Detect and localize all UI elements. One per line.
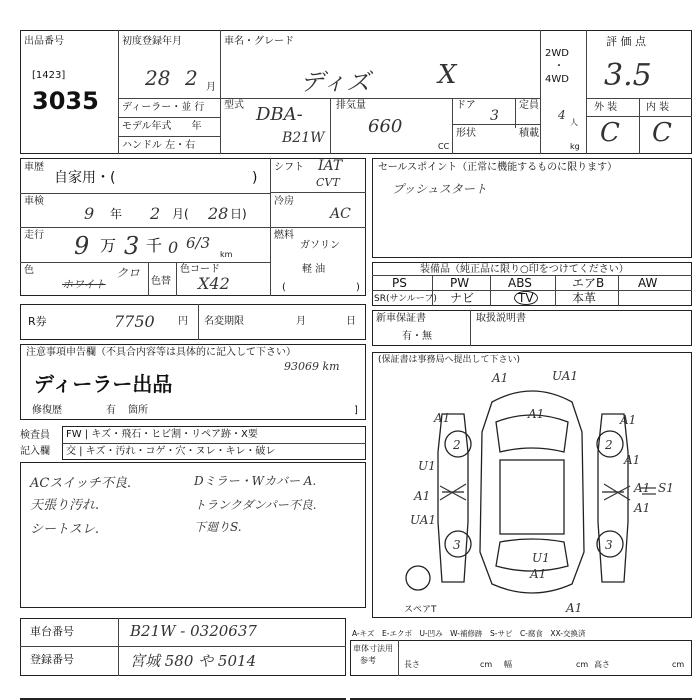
shift-value: IAT bbox=[318, 158, 343, 174]
inspector-row2: 交 | キズ・汚れ・コゲ・穴・ヌレ・キレ・破レ bbox=[66, 446, 276, 457]
interior-label: 内 装 bbox=[646, 102, 670, 113]
inspection-year-unit: 年 bbox=[110, 207, 123, 221]
ac-label: 冷房 bbox=[274, 196, 294, 207]
history-close: ) bbox=[252, 170, 258, 186]
equip-airbag: エアB bbox=[572, 276, 605, 290]
reg-label: 登録番号 bbox=[30, 653, 74, 666]
mark-3-right: 3 bbox=[605, 538, 613, 552]
dim-label1: 車体寸法用 bbox=[353, 644, 393, 653]
load-unit: kg bbox=[570, 142, 580, 151]
capacity-value: 4 bbox=[558, 108, 566, 122]
mark-2-right: 2 bbox=[605, 438, 613, 452]
inspector-label2: 記入欄 bbox=[20, 446, 50, 457]
type-label: 型式 bbox=[224, 100, 244, 111]
drive-dot: ・ bbox=[554, 61, 564, 72]
mark-a1-right-front: A1 bbox=[620, 413, 637, 427]
doors-value: 3 bbox=[490, 108, 499, 124]
history-value: 自家用・( bbox=[54, 170, 116, 186]
recycle-value: 7750 bbox=[114, 312, 155, 331]
mark-ua1-left: UA1 bbox=[410, 513, 437, 527]
equip-abs: ABS bbox=[508, 276, 532, 290]
mileage-label: 走行 bbox=[24, 230, 44, 241]
recycle-frame bbox=[20, 304, 366, 340]
load-label: 積載 bbox=[519, 128, 539, 139]
inspector-line-1: ACスイッチ不良. bbox=[30, 476, 131, 491]
type-value: DBA- bbox=[256, 104, 303, 125]
chassis-value: B21W - 0320637 bbox=[130, 622, 257, 640]
mileage-rest: 0 bbox=[168, 238, 179, 257]
mark-3-left: 3 bbox=[453, 538, 461, 552]
notes-close: ] bbox=[354, 405, 358, 416]
mark-a1-right-lower: A1 bbox=[634, 501, 651, 515]
color-label: 色 bbox=[24, 265, 34, 276]
mark-a1-right-low: A1 bbox=[634, 481, 651, 495]
ac-value: AC bbox=[330, 206, 351, 222]
shift-label: シフト bbox=[274, 162, 304, 173]
inspector-line-3: シートスレ. bbox=[30, 522, 100, 537]
mileage-tenthousand: 9 bbox=[74, 232, 90, 260]
fuel-diesel: 軽 油 bbox=[302, 264, 326, 275]
inspection-month: 2 bbox=[150, 204, 161, 223]
sales-point-value: プッシュスタート bbox=[392, 182, 487, 196]
fuel-paren-close: ) bbox=[356, 282, 360, 293]
inspector-line-5: トランクダンパー不良. bbox=[194, 498, 317, 512]
score-label: 評 価 点 bbox=[606, 35, 646, 48]
mark-ua1-top-right: UA1 bbox=[552, 369, 579, 383]
reg-value: 宮城 580 や 5014 bbox=[130, 652, 257, 670]
shape-label: 形状 bbox=[456, 128, 476, 139]
dealer-stamp: ディーラー出品 bbox=[34, 372, 173, 396]
inspection-month-unit: 月( bbox=[172, 207, 189, 221]
color-count-label: 色替 bbox=[151, 276, 171, 287]
mileage-unit: km bbox=[220, 250, 233, 259]
inspection-day-unit: 日) bbox=[230, 207, 247, 221]
recycle-unit: 円 bbox=[178, 316, 188, 327]
equip-navi: ナビ bbox=[450, 291, 475, 305]
interior-grade: C bbox=[652, 118, 672, 148]
equip-pw: PW bbox=[450, 276, 470, 290]
shift-sub: CVT bbox=[316, 176, 340, 189]
displacement-label: 排気量 bbox=[336, 100, 366, 111]
displacement-value: 660 bbox=[368, 116, 403, 137]
fuel-gasoline: ガソリン bbox=[300, 240, 340, 251]
inspector-line-4: Dミラー・Wカバー A. bbox=[194, 474, 317, 488]
repair-paren: 箇所 bbox=[128, 405, 148, 416]
mark-2-left: 2 bbox=[453, 438, 461, 452]
dim-height-unit: cm bbox=[672, 660, 685, 669]
mileage-thousand: 3 bbox=[124, 232, 140, 260]
model-label: 車名・グレード bbox=[224, 36, 294, 47]
warranty-value: 有・無 bbox=[402, 331, 432, 342]
exterior-label: 外 装 bbox=[594, 102, 618, 113]
first-reg-year: 28 bbox=[145, 66, 171, 90]
mileage-man-unit: 万 bbox=[100, 236, 117, 255]
type-value2: B21W bbox=[282, 130, 325, 146]
manual-label: 取扱説明書 bbox=[476, 313, 526, 324]
model-name: ディズ bbox=[300, 68, 371, 96]
spare-tire-label: スペアT bbox=[404, 605, 437, 615]
mileage-rest-hw: 6/3 bbox=[186, 234, 211, 252]
mark-a1-right-mid: A1 bbox=[624, 453, 641, 467]
deadline-day-unit: 日 bbox=[346, 316, 356, 327]
mark-a1-left-mid: A1 bbox=[414, 489, 431, 503]
score-value: 3.5 bbox=[604, 58, 652, 93]
inspection-year: 9 bbox=[84, 204, 95, 223]
first-reg-month: 2 bbox=[185, 66, 198, 90]
damage-legend: A-キズ E-エクボ U-凹み W-補修跡 S-サビ C-腐食 XX-交換済 bbox=[352, 629, 586, 638]
deadline-label: 名変期限 bbox=[204, 316, 244, 327]
mark-a1-top-left: A1 bbox=[492, 371, 509, 385]
dimension-frame bbox=[350, 640, 692, 676]
inspector-label1: 検査員 bbox=[20, 430, 50, 441]
equipment-label: 装備品（純正品に限り○印をつけてください） bbox=[420, 264, 629, 275]
drive-4wd: 4WD bbox=[545, 74, 569, 85]
inspector-row1: FW | キズ・飛石・ヒビ割・リペア跡・X要 bbox=[66, 429, 258, 440]
lot-number: 3035 bbox=[32, 87, 99, 115]
recycle-label: R券 bbox=[28, 315, 47, 328]
fuel-paren-open: ( bbox=[282, 282, 286, 293]
car-diagram bbox=[372, 352, 692, 618]
deadline-month-unit: 月 bbox=[296, 316, 306, 327]
mark-u1-rear: U1 bbox=[532, 551, 550, 565]
dealer-label: ディーラー・並 行 bbox=[122, 102, 205, 113]
color-code-label: 色コード bbox=[180, 264, 220, 275]
displacement-unit: CC bbox=[438, 142, 450, 151]
lot-small: [1423] bbox=[32, 70, 66, 81]
mark-a1-rear: A1 bbox=[530, 567, 547, 581]
model-grade: X bbox=[438, 60, 457, 90]
dim-length-unit: cm bbox=[480, 660, 493, 669]
dim-label2: 参考 bbox=[360, 656, 376, 665]
repair-label: 修復歴 bbox=[32, 405, 62, 416]
handle-label: ハンドル 左・右 bbox=[122, 140, 196, 151]
model-year-label: モデル年式 年 bbox=[122, 121, 202, 132]
sales-point-label: セールスポイント（正常に機能するものに限ります） bbox=[378, 162, 618, 173]
doors-label: ドア bbox=[456, 100, 476, 111]
chassis-label: 車台番号 bbox=[30, 625, 74, 638]
equip-sr: SR(サンルーフ) bbox=[374, 294, 437, 304]
fuel-label: 燃料 bbox=[274, 230, 294, 241]
exterior-grade: C bbox=[600, 118, 620, 148]
repair-value: 有 bbox=[106, 405, 116, 416]
drive-2wd: 2WD bbox=[545, 48, 569, 59]
notes-label: 注意事項申告欄（不具合内容等は具体的に記入して下さい） bbox=[26, 347, 296, 358]
capacity-label: 定員 bbox=[519, 100, 539, 111]
first-reg-label: 初度登録年月 bbox=[122, 36, 182, 47]
color-value: クロ bbox=[116, 266, 141, 280]
dim-height: 高さ bbox=[594, 660, 610, 669]
mark-u1-left: U1 bbox=[418, 459, 436, 473]
inspection-day: 28 bbox=[208, 204, 229, 223]
dim-length: 長さ bbox=[404, 660, 420, 669]
equip-ps: PS bbox=[392, 276, 407, 290]
lot-label: 出品番号 bbox=[24, 36, 64, 47]
mark-a1-bottom: A1 bbox=[566, 601, 583, 615]
equip-leather: 本革 bbox=[572, 291, 597, 305]
warranty-label: 新車保証書 bbox=[376, 313, 426, 324]
diagram-label: (保証書は事務局へ提出して下さい) bbox=[378, 355, 521, 365]
color-code-value: X42 bbox=[198, 274, 230, 293]
auction-sheet: 出品番号 [1423] 3035 初度登録年月 28 2 月 車名・グレード ディズ X 2WD ・ 4WD 評 価 点 3.5 外 装 内 装 C C ディーラー・並 行 モデル年式 年 ハンドル 左・右 型式 DBA- B21W 排気量 660 CC ドア 3 定員 4 人 形状 積載 kg 車歴 自家用・( ) 車検 9 年 2 月( 28 日) 走行 9 万 3 千 0 6/3 km 色 ホワイト クロ 色替 色コード X42 シフト IAT CVT 冷房 AC 燃料 ガソリン 軽 油 ( ) セールスポイント（正常に機能するものに限ります） プッシュスタート 装備品（純正品に限り○印をつけてください） PS PW ABS エアB AW SR(サンルーフ) ナビ TV 本革 R券 7750 円 名変期限 月 日 新車保証書 有・無 取扱説明書 注意事項申告欄（不具合内容等は具体的に記入して下さい） 93069 km ディーラー出品 修復歴 有 箇所 ] 検査員 記入欄 FW | キズ・飛石・ヒビ割・リペア跡・X要 交 | キズ・汚れ・コゲ・穴・ヌレ・キレ・破レ ACスイッチ不良. 天張り汚れ. シートスレ. Dミラー・Wカバー A. トランクダンパー不良. 下廻りS. (保証書は事務局へ提出して下さい) A1 UA1 A1 A1 A1 U1 A1 A1 UA1 A1 S1 A1 U1 A1 A1 2 2 3 3 スペアT 車台番号 B21W - 0320637 登録番号 宮城 580 や 5014 A-キズ E-エクボ U-凹み W-補修跡 S-サビ C-腐食 XX-交換済 車体寸法用 参考 長さ cm 幅 cm 高さ cm bbox=[0, 0, 700, 700]
capacity-unit: 人 bbox=[570, 118, 578, 127]
mileage-sen-unit: 千 bbox=[146, 236, 163, 255]
equip-tv: TV bbox=[514, 291, 538, 305]
mark-a1-hood: A1 bbox=[528, 407, 545, 421]
equip-aw: AW bbox=[638, 276, 658, 290]
inspector-line-6: 下廻りS. bbox=[194, 520, 242, 534]
mark-a1-left-front: A1 bbox=[434, 411, 451, 425]
history-label: 車歴 bbox=[24, 162, 44, 173]
notes-mileage: 93069 km bbox=[284, 360, 340, 373]
dim-width: 幅 bbox=[504, 660, 512, 669]
mark-s1-right: S1 bbox=[658, 481, 674, 495]
dim-width-unit: cm bbox=[576, 660, 589, 669]
color-struck: ホワイト bbox=[62, 278, 106, 291]
inspection-label: 車検 bbox=[24, 196, 44, 207]
inspector-line-2: 天張り汚れ. bbox=[30, 498, 100, 513]
